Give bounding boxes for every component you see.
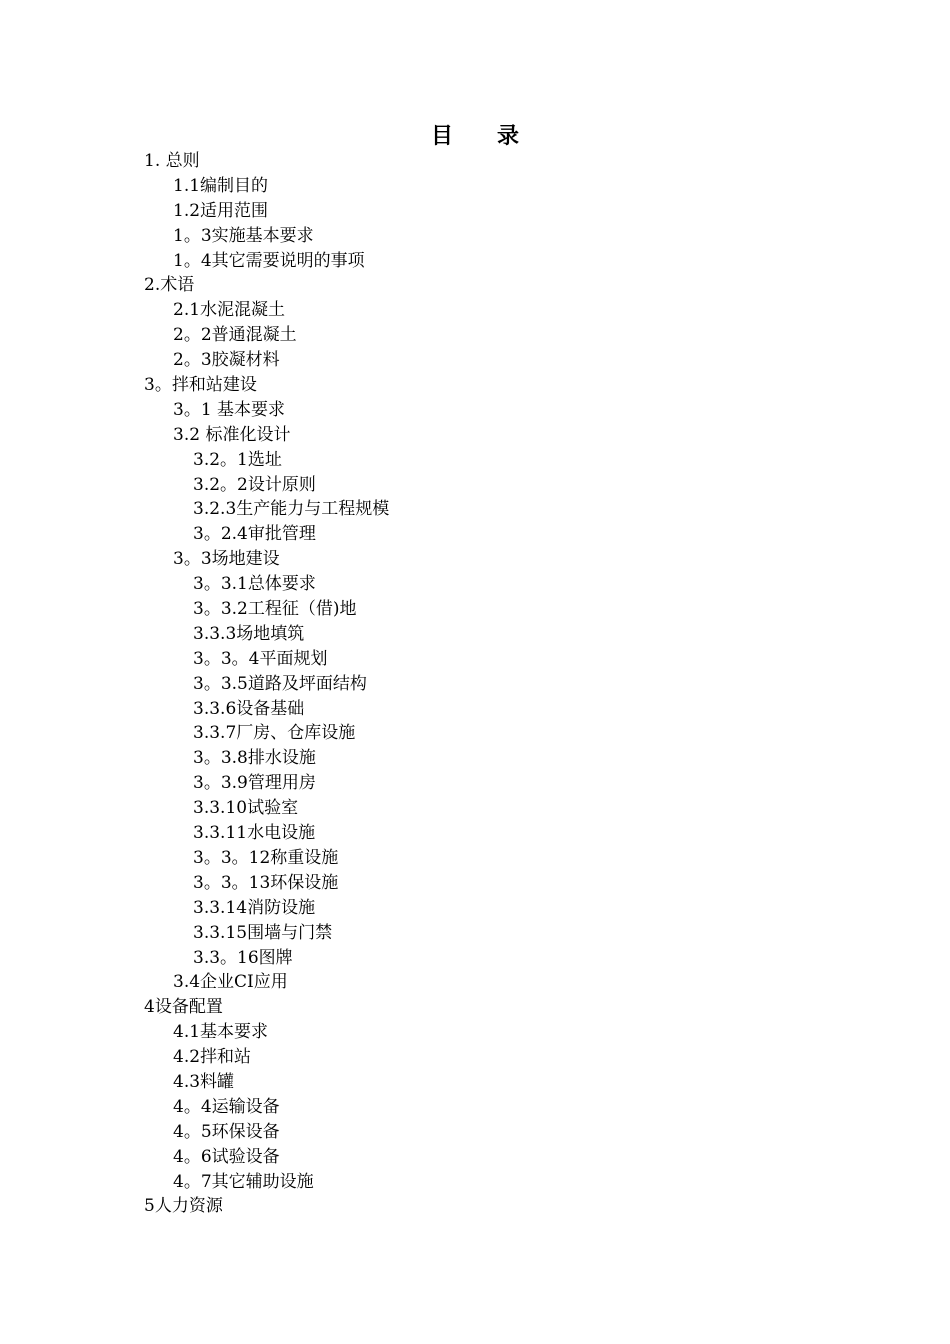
toc-entry-level-3: 3。3。13环保设施 bbox=[193, 872, 339, 893]
toc-entry-level-3: 3.2.3生产能力与工程规模 bbox=[193, 499, 390, 520]
toc-entry-level-3: 3.3.7厂房、仓库设施 bbox=[193, 723, 356, 744]
toc-entry-level-2: 2。2普通混凝土 bbox=[173, 325, 297, 346]
toc-title bbox=[0, 122, 950, 150]
toc-entry-level-2: 3。1 基本要求 bbox=[173, 399, 286, 420]
toc-list bbox=[0, 149, 950, 1219]
toc-entry-level-1: 2.术语 bbox=[144, 275, 195, 296]
toc-entry-level-3: 3.2。2设计原则 bbox=[193, 474, 316, 495]
toc-entry-level-2: 4。4运输设备 bbox=[173, 1096, 280, 1117]
toc-entry-level-2: 4。7其它辅助设施 bbox=[173, 1171, 314, 1192]
toc-entry-level-3: 3。3.8排水设施 bbox=[193, 748, 316, 769]
toc-entry-level-2: 3.4企业CI应用 bbox=[173, 972, 288, 993]
toc-entry-level-3: 3.3.11水电设施 bbox=[193, 823, 316, 844]
toc-entry-level-3: 3。3.2工程征（借)地 bbox=[193, 599, 357, 620]
toc-entry-level-3: 3。3.9管理用房 bbox=[193, 773, 316, 794]
toc-entry-level-2: 4。5环保设备 bbox=[173, 1121, 280, 1142]
toc-entry-level-3: 3。2.4审批管理 bbox=[193, 524, 316, 545]
toc-entry-level-3: 3。3.1总体要求 bbox=[193, 574, 316, 595]
toc-entry-level-3: 3.2。1选址 bbox=[193, 449, 282, 470]
toc-entry-level-1: 3。拌和站建设 bbox=[144, 375, 257, 396]
toc-entry-level-2: 4.1基本要求 bbox=[173, 1022, 269, 1043]
toc-entry-level-2: 1。4其它需要说明的事项 bbox=[173, 250, 365, 271]
toc-entry-level-3: 3。3。12称重设施 bbox=[193, 847, 339, 868]
toc-entry-level-2: 2。3胶凝材料 bbox=[173, 350, 280, 371]
toc-entry-level-3: 3.3.3场地填筑 bbox=[193, 623, 305, 644]
toc-entry-level-2: 1.1编制目的 bbox=[173, 175, 269, 196]
toc-entry-level-2: 4.2拌和站 bbox=[173, 1047, 252, 1068]
toc-entry-level-2: 1。3实施基本要求 bbox=[173, 225, 314, 246]
toc-entry-level-2: 1.2适用范围 bbox=[173, 200, 269, 221]
toc-entry-level-2: 4。6试验设备 bbox=[173, 1146, 280, 1167]
toc-entry-level-1: 4设备配置 bbox=[144, 997, 223, 1018]
toc-entry-level-3: 3。3。4平面规划 bbox=[193, 648, 328, 669]
toc-entry-level-2: 3。3场地建设 bbox=[173, 549, 280, 570]
toc-entry-level-3: 3.3.10试验室 bbox=[193, 798, 299, 819]
toc-entry-level-2: 4.3料罐 bbox=[173, 1071, 235, 1092]
toc-title-char: 目 bbox=[430, 123, 453, 149]
toc-entry-level-3: 3.3。16图牌 bbox=[193, 947, 293, 968]
toc-entry-level-2: 3.2 标准化设计 bbox=[173, 424, 291, 445]
toc-title-char: 录 bbox=[497, 123, 520, 149]
toc-entry-level-1: 1. 总则 bbox=[144, 151, 200, 171]
toc-entry-level-3: 3.3.15围墙与门禁 bbox=[193, 922, 333, 943]
toc-entry-level-3: 3.3.6设备基础 bbox=[193, 698, 305, 719]
toc-entry-level-2: 2.1水泥混凝土 bbox=[173, 300, 286, 321]
toc-entry-level-1: 5人力资源 bbox=[144, 1196, 223, 1217]
toc-entry-level-3: 3.3.14消防设施 bbox=[193, 897, 316, 918]
toc-entry-level-3: 3。3.5道路及坪面结构 bbox=[193, 673, 367, 694]
